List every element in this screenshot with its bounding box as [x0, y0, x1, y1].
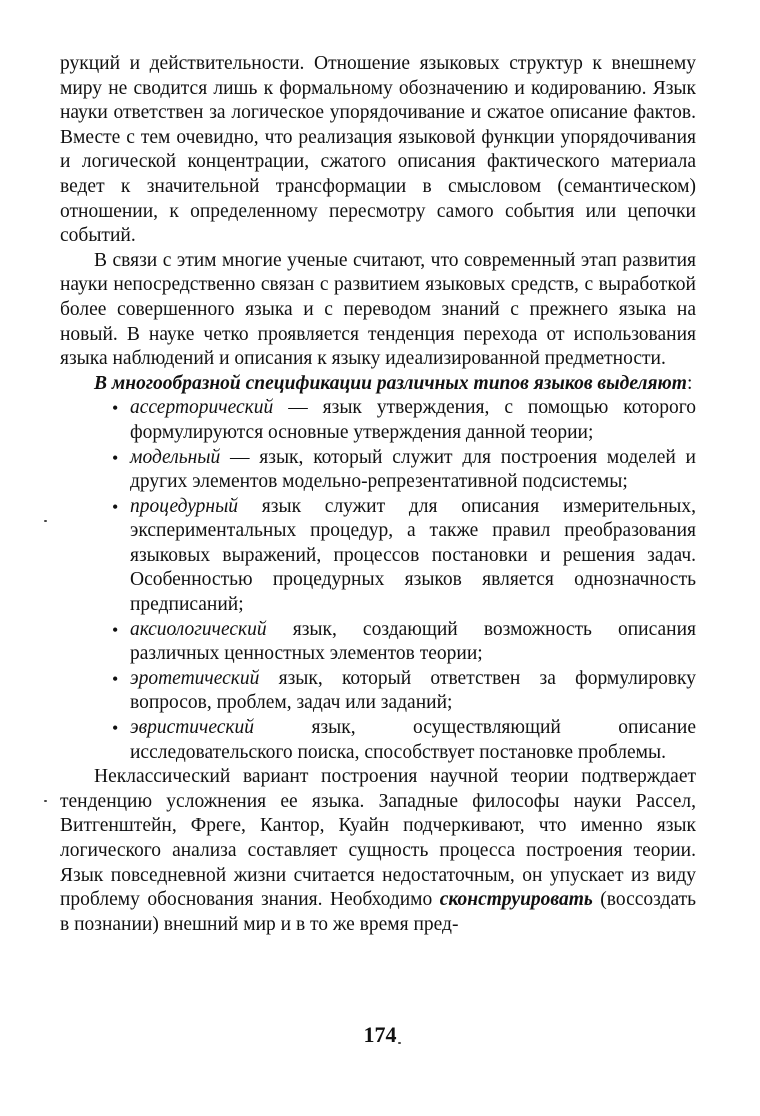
paragraph-3-text-after: (воссоздать в познании) внешний мир и в то же время пред- [60, 889, 697, 935]
bullet-icon: • [112, 496, 119, 517]
list-intro-lead: В многообразной спецификации различных типов языков выделяют [94, 372, 687, 394]
list-item-text: — язык, который служит для построения моделей и других элементов модельно-репрезентативной подсистемы; [130, 446, 696, 493]
scan-speck [398, 1042, 401, 1044]
list-intro-colon: : [686, 372, 693, 394]
page-number: 174 [363, 1022, 397, 1047]
list-item-term: эротетический [130, 667, 260, 689]
list-item-term: эвристический [130, 717, 255, 739]
list-item [112, 667, 696, 716]
list-item-text: язык служит для описания измерительных, экспериментальных процедур, а также правил преобразования языковых выражений, процессов постановки и решения задач. Особенностью процедурных языков является однозначность предписаний; [130, 495, 696, 616]
list-item [112, 495, 696, 618]
list-item-term: модельный [130, 446, 221, 468]
bullet-icon: • [112, 447, 119, 468]
bullet-icon: • [112, 668, 119, 689]
list-item [112, 618, 696, 667]
list-item-text: язык, осуществляющий описание исследовательского поиска, способствует постановке проблемы. [130, 717, 696, 763]
list-item-term: процедурный [130, 495, 239, 517]
paragraph-1: рукций и действительности. Отношение языковых структур к внешнему миру не сводится лишь к формальному обозначению и кодированию. Язык науки ответствен за логическое упорядочивание и сжатое описание фактов. Вместе с тем очевидно, что реализация языковой функции упорядочивания и логической концентрации, сжатого описания фактического материала ведет к значительной трансформации в смысловом (семантическом) отношении, к определенному пересмотру самого события или цепочки событий. [60, 53, 696, 247]
list-item-text: язык, создающий возможность описания различных ценностных элементов теории; [130, 618, 696, 665]
language-types-list [60, 396, 696, 765]
paragraph-2: В связи с этим многие ученые считают, что современный этап развития науки непосредственно связан с развитием языковых средств, с выработкой более совершенного языка и с переводом знаний с прежнего языка на новый. В науке четко проявляется тенденция перехода от использования языка наблюдений и описания к языку идеализированной предметности. [60, 249, 696, 370]
paragraph-3 [60, 765, 696, 937]
scan-speck [44, 800, 47, 802]
paragraph-3-emphasis: сконструировать [439, 889, 593, 911]
bullet-icon: • [112, 619, 119, 640]
list-item [112, 716, 696, 765]
book-page-text [60, 52, 696, 937]
bullet-icon: • [112, 718, 119, 739]
scan-speck [44, 520, 47, 522]
bullet-icon: • [112, 398, 119, 419]
list-intro [60, 372, 696, 397]
list-item-text: язык, который ответствен за формулировку вопросов, проблем, задач или заданий; [130, 667, 696, 714]
list-item-term: аксиологический [130, 618, 267, 640]
list-item-text: — язык утверждения, с помощью которого формулируются основные утверждения данной теории; [130, 397, 696, 443]
list-item [112, 396, 696, 445]
paragraph-3-text-before: Неклассический вариант построения научной теории подтверждает тенденцию усложнения ее языка. Западные философы науки Рассел, Витгенштейн, Фреге, Кантор, Куайн подчеркивают, что именно язык логического анализа составляет сущность процесса построения теории. Язык повседневной жизни считается недостаточным, он упускает из виду проблему обоснования знания. Необходимо [60, 766, 696, 911]
list-item-term: ассерторический [130, 397, 274, 419]
list-item [112, 446, 696, 495]
